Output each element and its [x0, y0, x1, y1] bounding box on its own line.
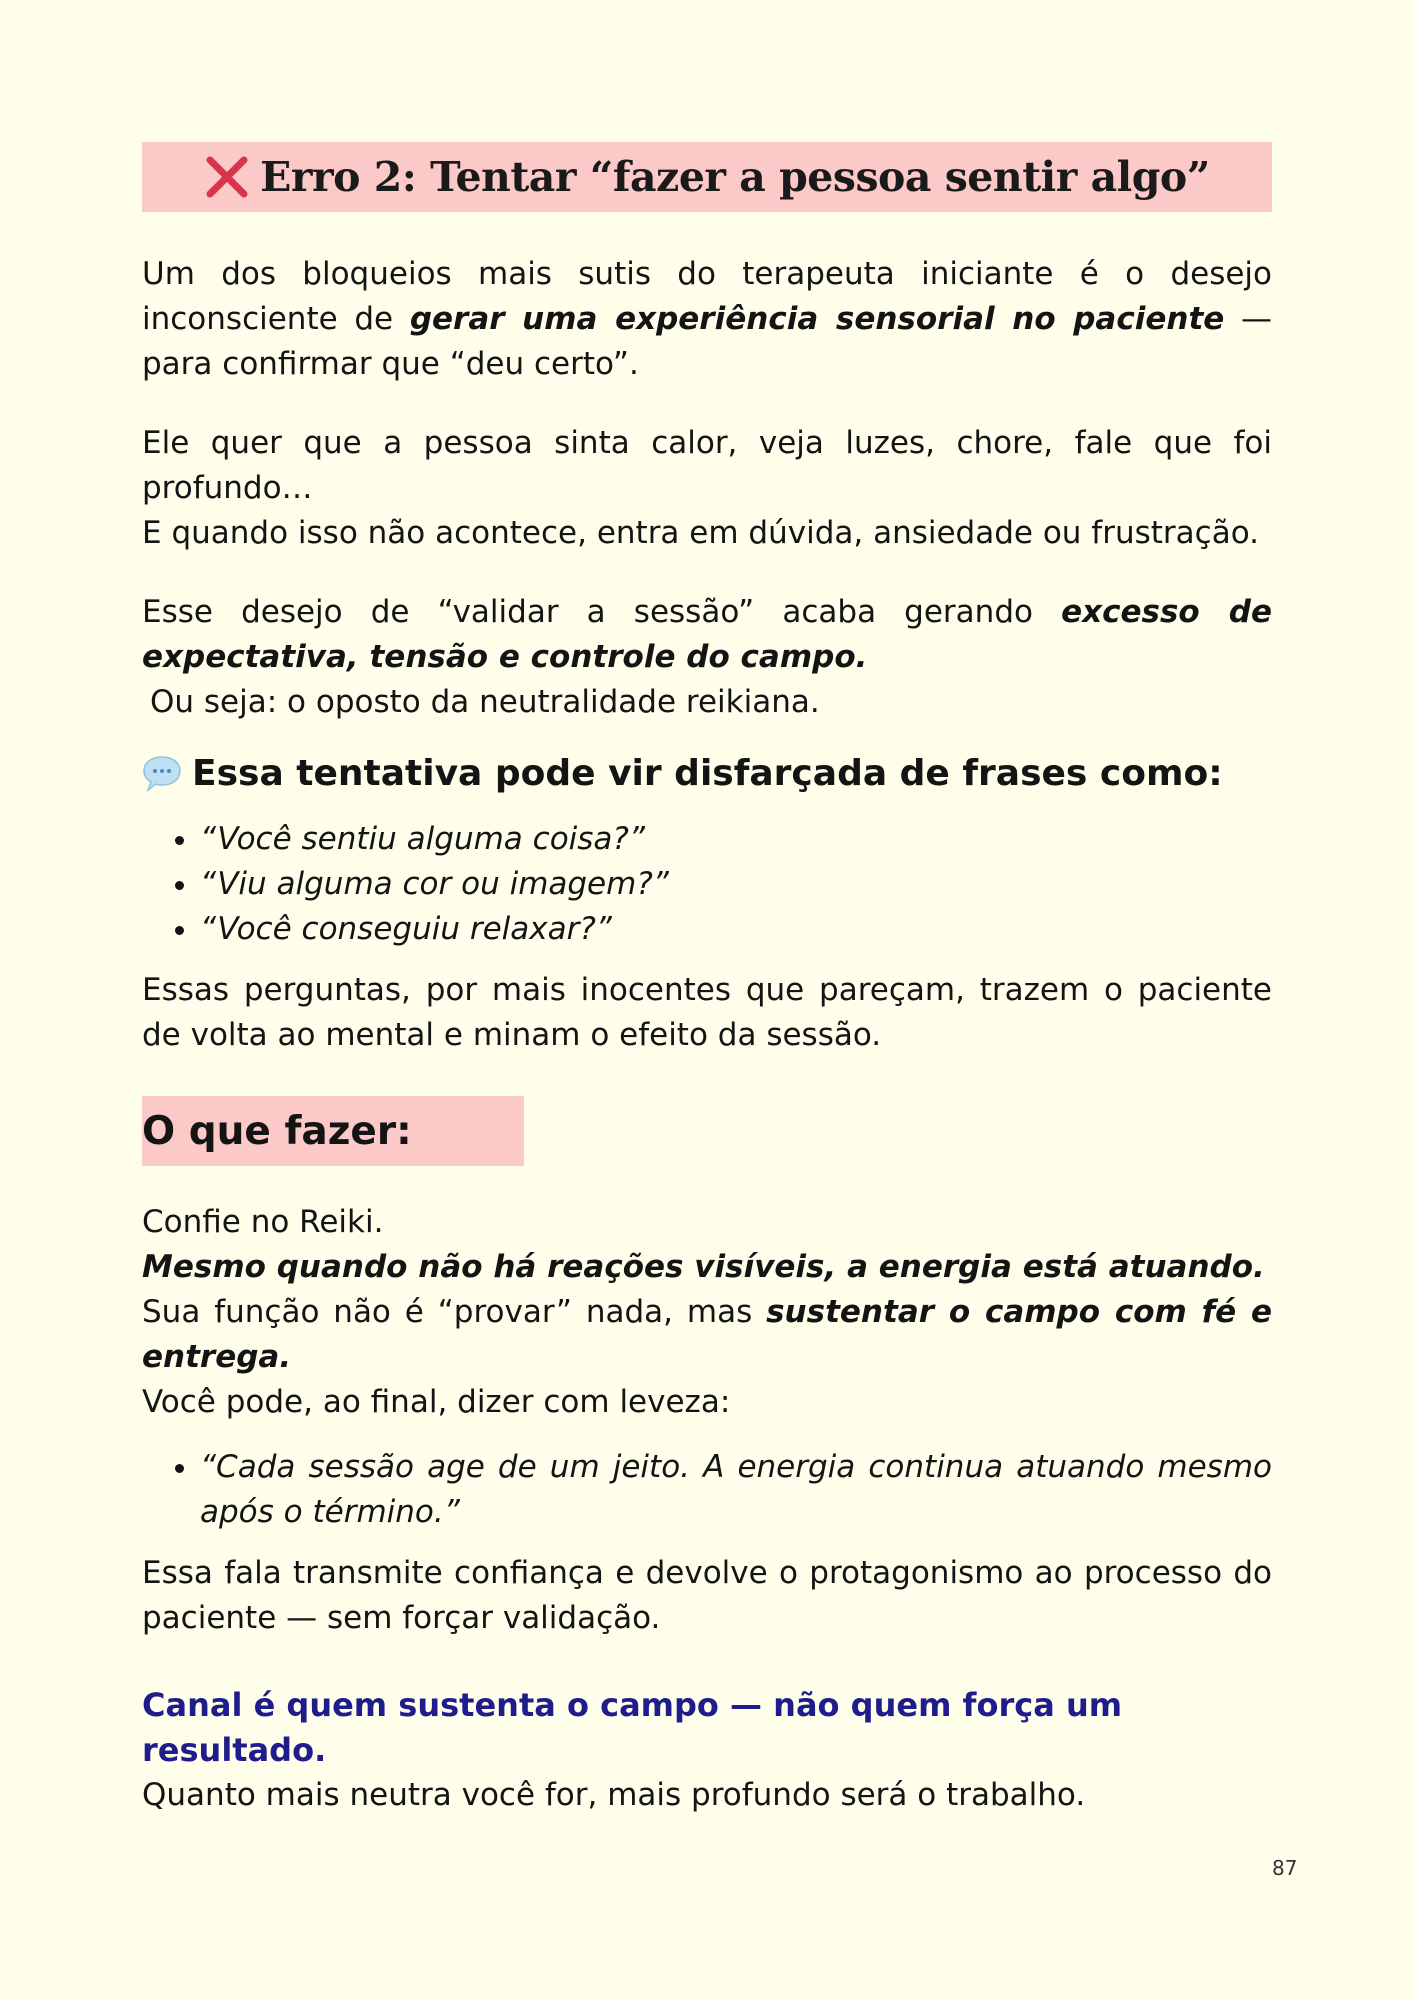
page-number: 87 [1272, 1856, 1298, 1880]
section-title [142, 142, 1272, 212]
function-line: Sua função não é “provar” nada, mas sustentar o campo com fé e entrega. [142, 1294, 1272, 1375]
speech-bubble-icon [142, 753, 182, 793]
closing-line: Quanto mais neutra você for, mais profundo será o trabalho. [142, 1777, 1086, 1813]
section-title-text: Erro 2: Tentar “fazer a pessoa sentir algo” [260, 153, 1210, 201]
paragraph-desire: Ele quer que a pessoa sinta calor, veja luzes, chore, fale que foi profundo… [142, 425, 1272, 506]
paragraph-intro: Um dos bloqueios mais sutis do terapeuta iniciante é o desejo inconsciente de gerar uma experiência sensorial no paciente — para confirmar que “deu certo”. [142, 256, 1272, 382]
emphasis-text: excesso de expectativa, tensão e controle do campo. [142, 594, 1272, 675]
question-list [142, 817, 1272, 952]
list-item: • “Você conseguiu relaxar?” [200, 907, 1272, 952]
cross-mark-icon [204, 154, 250, 200]
emphasis-text: gerar uma experiência sensorial no paciente [409, 301, 1225, 337]
paragraph-confidence: Essa fala transmite confiança e devolve o protagonismo ao processo do paciente — sem forçar validação. [142, 1555, 1272, 1636]
list-item: • “Cada sessão age de um jeito. A energia continua atuando mesmo após o término.” [200, 1445, 1272, 1535]
paragraph-opposite: Ou seja: o oposto da neutralidade reikiana. [150, 684, 820, 720]
paragraph-validate: Esse desejo de “validar a sessão” acaba gerando excesso de expectativa, tensão e controle do campo. [142, 594, 1272, 675]
page-content [142, 142, 1272, 1818]
emphasis-text: sustentar o campo com fé e entrega. [142, 1294, 1272, 1375]
what-to-do-heading: O que fazer: [142, 1096, 524, 1166]
list-item: • “Viu alguma cor ou imagem?” [200, 862, 1272, 907]
subheading [142, 747, 1272, 799]
list-item: • “Você sentiu alguma coisa?” [200, 817, 1272, 862]
subheading-text: Essa tentativa pode vir disfarçada de frases como: [192, 752, 1223, 794]
quote-list [142, 1445, 1272, 1535]
paragraph-questions-effect: Essas perguntas, por mais inocentes que pareçam, trazem o paciente de volta ao mental e minam o efeito da sessão. [142, 972, 1272, 1053]
say-line: Você pode, ao final, dizer com leveza: [142, 1384, 731, 1420]
closing-highlight: Canal é quem sustenta o campo — não quem força um resultado. [142, 1686, 1123, 1769]
energy-line: Mesmo quando não há reações visíveis, a energia está atuando. [142, 1249, 1265, 1285]
trust-line: Confie no Reiki. [142, 1204, 384, 1240]
paragraph-doubt: E quando isso não acontece, entra em dúvida, ansiedade ou frustração. [142, 515, 1259, 551]
